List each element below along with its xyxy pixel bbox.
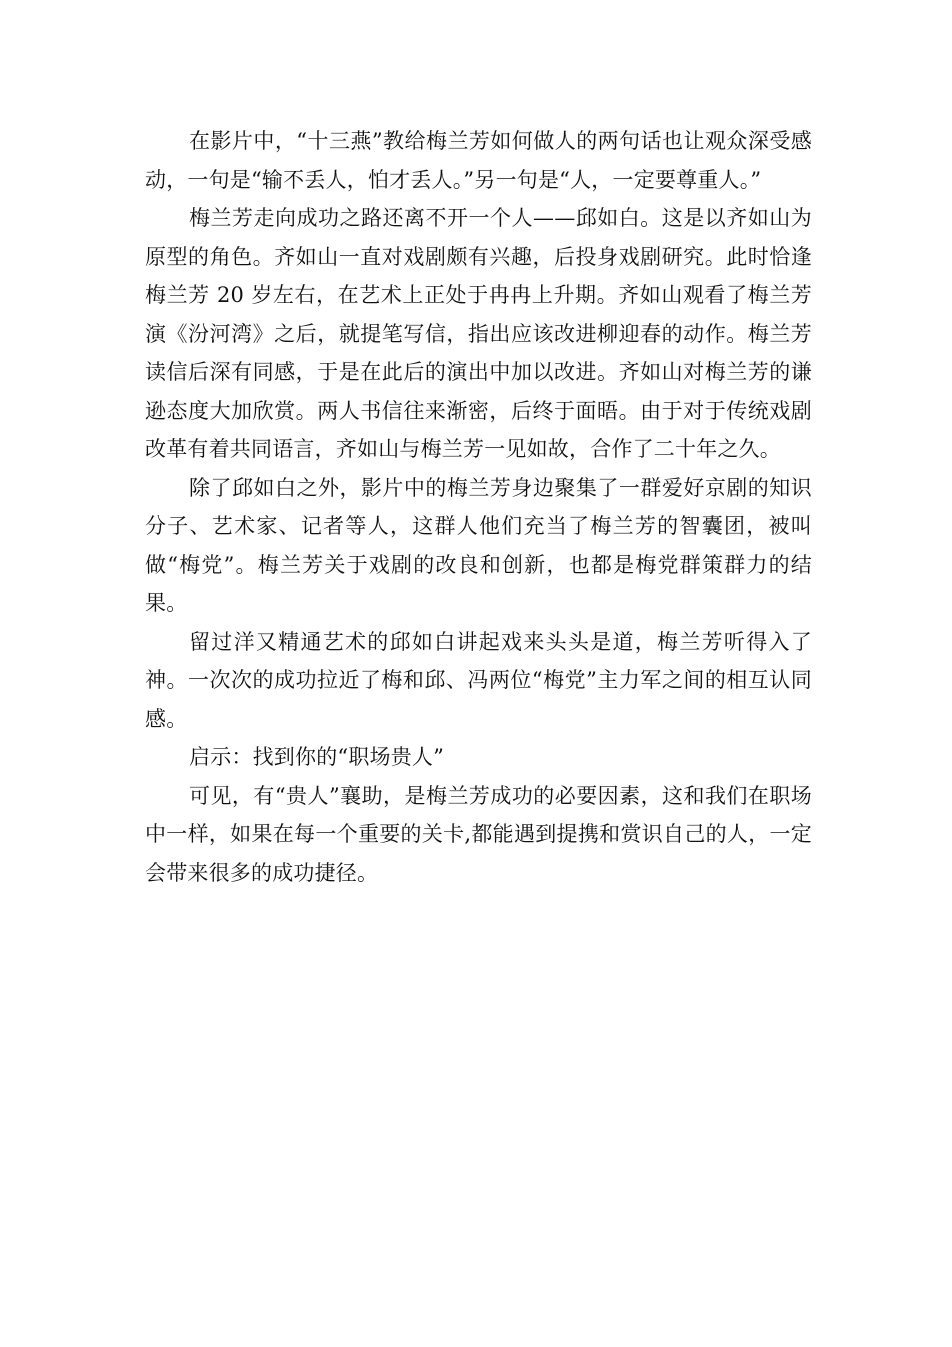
paragraph: 梅兰芳走向成功之路还离不开一个人——邱如白。这是以齐如山为原型的角色。齐如山一直对戏剧颇有兴趣，后投身戏剧研究。此时恰逢梅兰芳 20 岁左右，在艺术上正处于冉冉上升期。齐如山观看了梅兰芳演《汾河湾》之后，就提笔写信，指出应该改进柳迎春的动作。梅兰芳读信后深有同感，于是在此后的演出中加以改进。齐如山对梅兰芳的谦逊态度大加欣赏。两人书信往来渐密，后终于面晤。由于对于传统戏剧改革有着共同语言，齐如山与梅兰芳一见如故，合作了二十年之久。 [145, 206, 812, 461]
paragraph: 在影片中，“十三燕”教给梅兰芳如何做人的两句话也让观众深受感动，一句是“输不丢人，怕才丢人。”另一句是“人，一定要尊重人。” [145, 129, 812, 192]
paragraph: 可见，有“贵人”襄助，是梅兰芳成功的必要因素，这和我们在职场中一样，如果在每一个重要的关卡,都能遇到提携和赏识自己的人，一定会带来很多的成功捷径。 [145, 783, 812, 885]
paragraph: 留过洋又精通艺术的邱如白讲起戏来头头是道，梅兰芳听得入了神。一次次的成功拉近了梅和邱、冯两位“梅党”主力军之间的相互认同感。 [145, 629, 812, 731]
section-heading: 启示：找到你的“职场贵人” [189, 745, 445, 769]
paragraph: 除了邱如白之外，影片中的梅兰芳身边聚集了一群爱好京剧的知识分子、艺术家、记者等人，这群人他们充当了梅兰芳的智囊团，被叫做“梅党”。梅兰芳关于戏剧的改良和创新，也都是梅党群策群力的结果。 [145, 475, 812, 615]
document-body [145, 122, 812, 892]
